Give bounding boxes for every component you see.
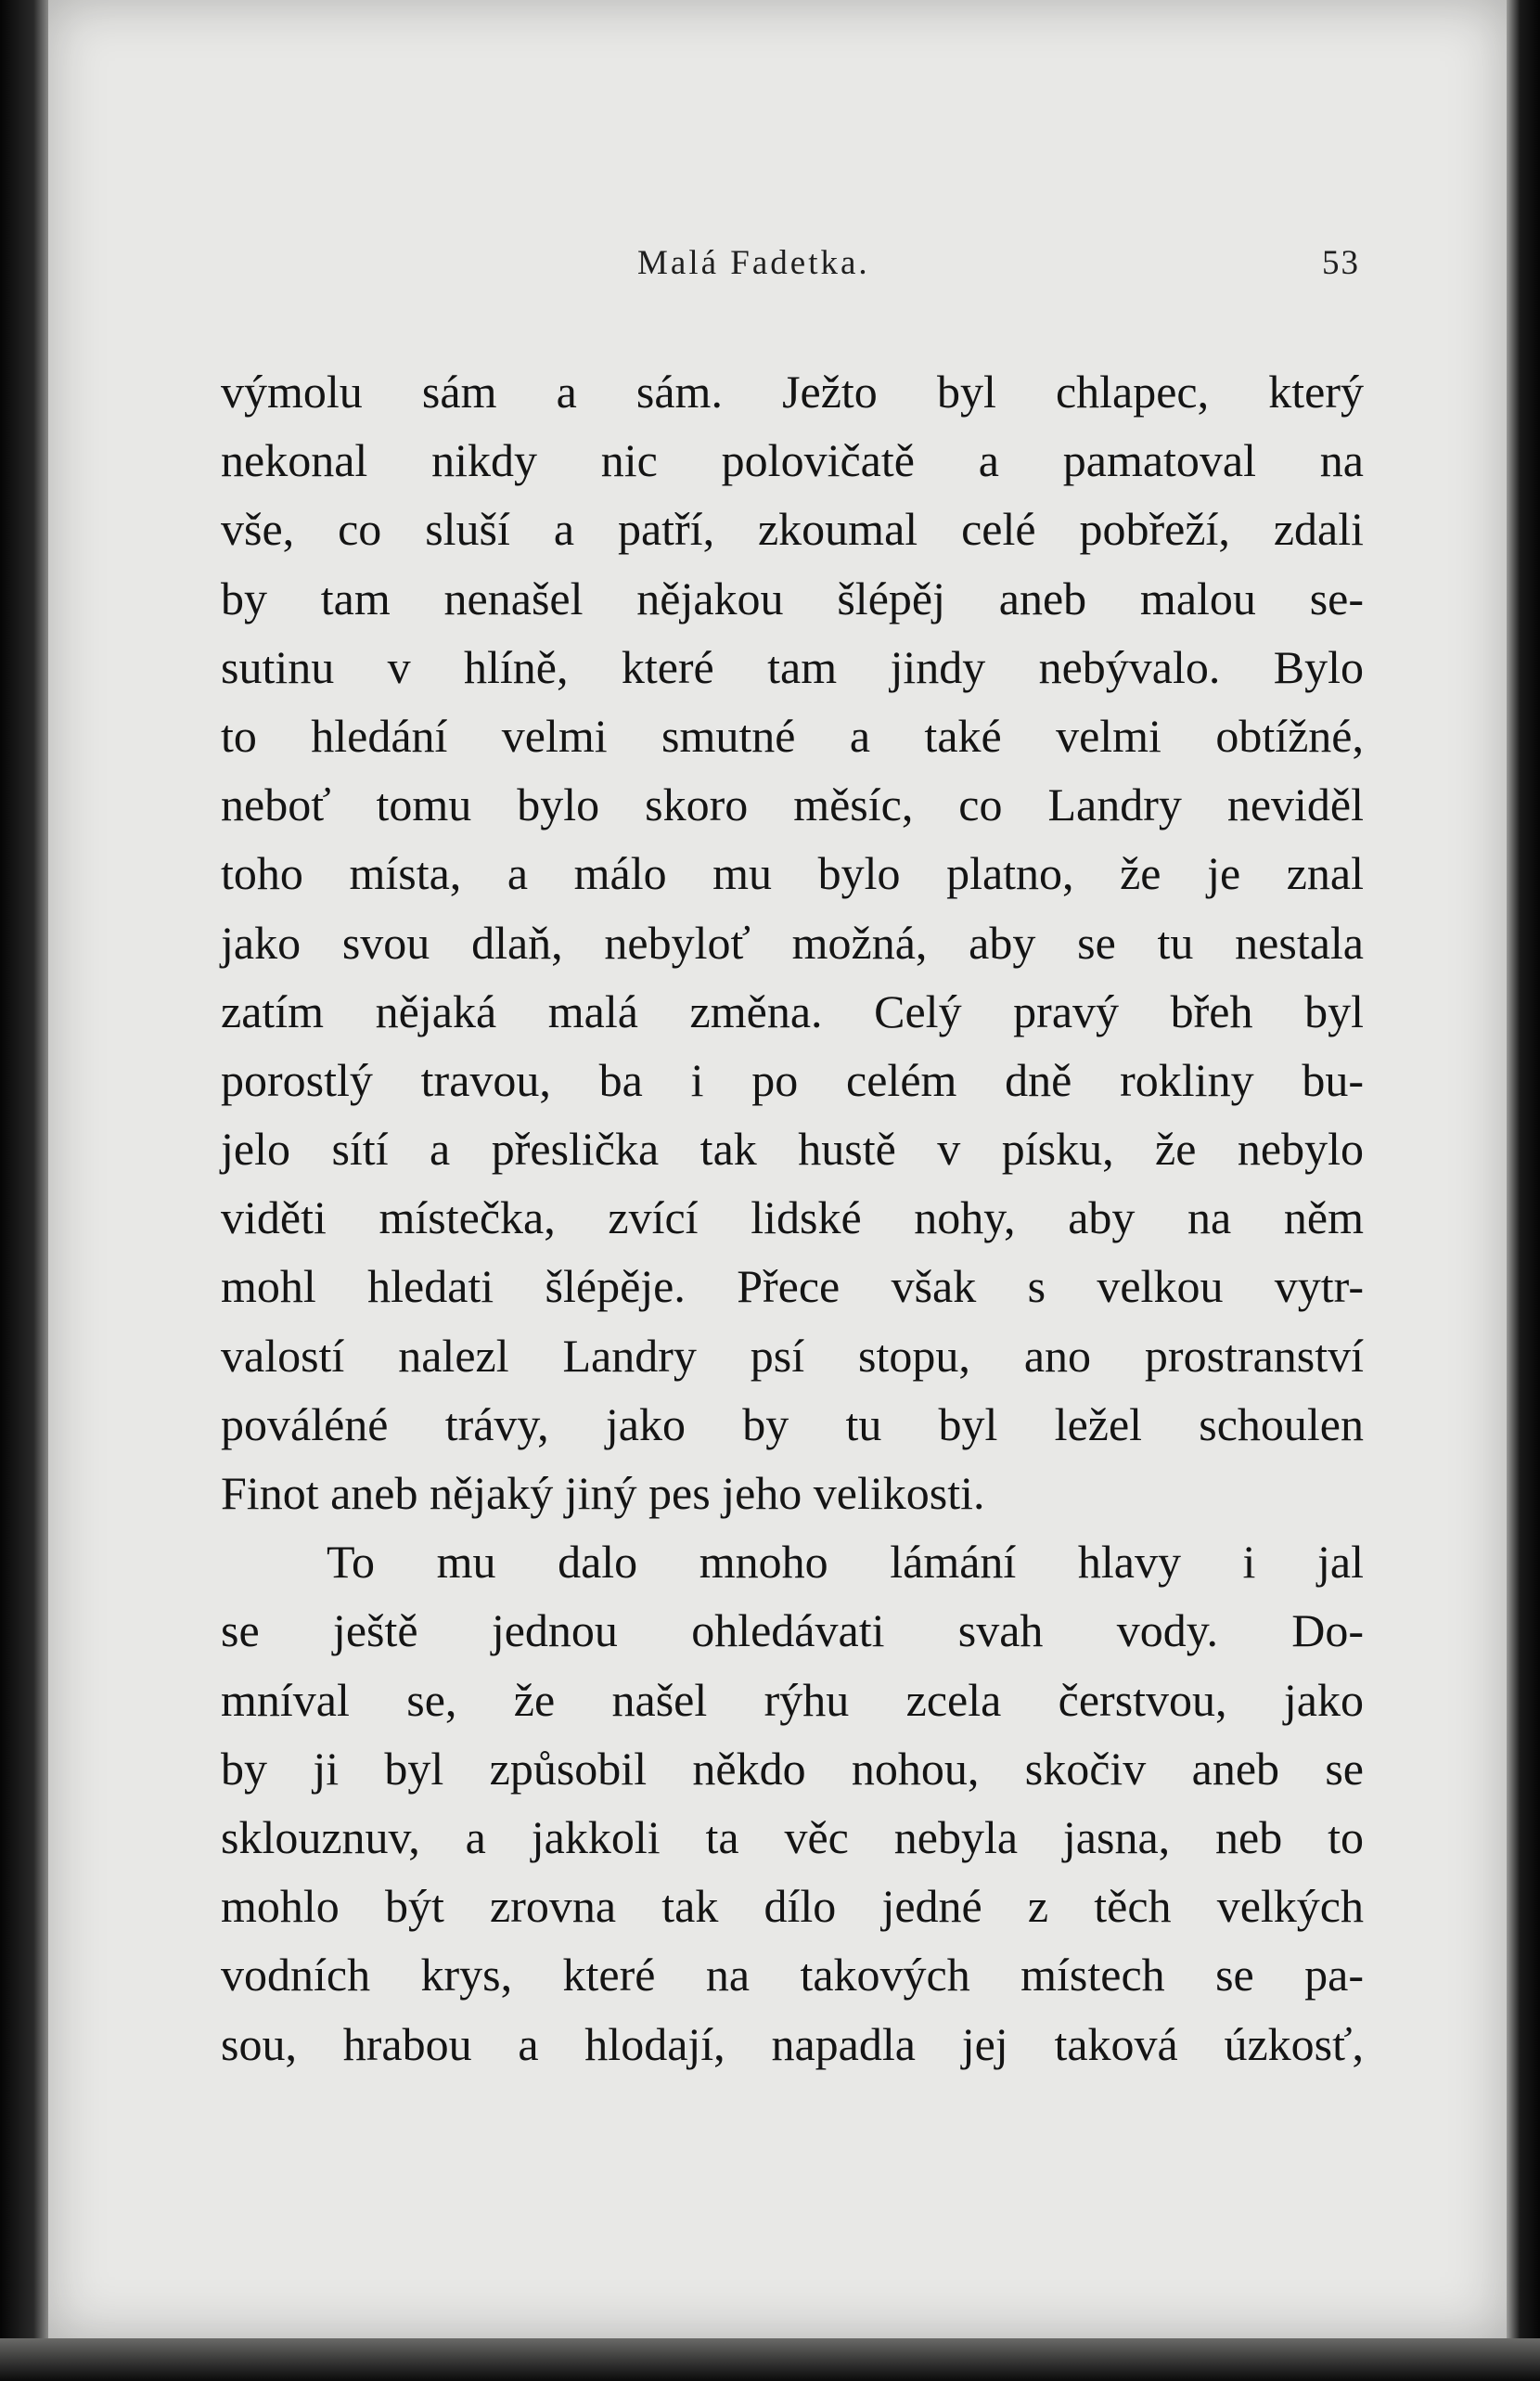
text-line: sutinu v hlíně, které tam jindy nebývalo. Bylo (221, 640, 1364, 693)
page-number: 53 (1322, 244, 1360, 282)
page-header (48, 243, 1507, 299)
running-title: Malá Fadetka. (637, 244, 870, 282)
text-line: Finot aneb nějaký jiný pes jeho velikosti. (221, 1467, 985, 1519)
page-bottom-edge (0, 2338, 1540, 2381)
text-line: mníval se, že našel rýhu zcela čerstvou, jako (221, 1673, 1364, 1726)
text-line: sklouznuv, a jakkoli ta věc nebyla jasna, neb to (221, 1810, 1364, 1863)
text-line: vše, co sluší a patří, zkoumal celé pobřeží, zdali (221, 503, 1364, 556)
text-line: to hledání velmi smutné a také velmi obtížné, (221, 709, 1364, 762)
text-line: mohlo být zrovna tak dílo jedné z těch velkých (221, 1880, 1364, 1933)
text-line: sou, hrabou a hlodají, napadla jej taková úzkosť, (221, 2017, 1364, 2070)
text-line: jelo sítí a přeslička tak hustě v písku, že nebylo (221, 1123, 1364, 1176)
text-line: by tam nenašel nějakou šlépěj aneb malou se- (221, 572, 1364, 624)
text-line: se ještě jednou ohledávati svah vody. Do- (221, 1604, 1364, 1657)
text-line: vodních krys, které na takových místech se pa- (221, 1949, 1364, 2001)
paragraph-1 (221, 357, 1364, 1527)
text-line: zatím nějaká malá změna. Celý pravý břeh byl (221, 985, 1364, 1037)
text-line: porostlý travou, ba i po celém dně rokliny bu- (221, 1053, 1364, 1106)
text-line: mohl hledati šlépěje. Přece však s velkou vytr- (221, 1260, 1364, 1313)
text-line: by ji byl způsobil někdo nohou, skočiv aneb se (221, 1742, 1364, 1795)
text-line: výmolu sám a sám. Ježto byl chlapec, který (221, 366, 1364, 418)
text-line: pováléné trávy, jako by tu byl ležel schoulen (221, 1397, 1364, 1450)
text-line: toho místa, a málo mu bylo platno, že je znal (221, 847, 1364, 900)
text-line: valostí nalezl Landry psí stopu, ano prostranství (221, 1329, 1364, 1382)
text-line: jako svou dlaň, nebyloť možná, aby se tu nestala (221, 916, 1364, 969)
page-left-edge (0, 0, 48, 2381)
text-line: To mu dalo mnoho lámání hlavy i jal (327, 1536, 1364, 1589)
body-text (221, 357, 1364, 2079)
page-right-edge (1507, 0, 1540, 2381)
paragraph-2 (221, 1527, 1364, 2079)
text-line: neboť tomu bylo skoro měsíc, co Landry neviděl (221, 779, 1364, 831)
text-line: viděti místečka, zvící lidské nohy, aby na něm (221, 1191, 1364, 1244)
book-page (48, 0, 1507, 2338)
text-line: nekonal nikdy nic polovičatě a pamatoval na (221, 434, 1364, 487)
